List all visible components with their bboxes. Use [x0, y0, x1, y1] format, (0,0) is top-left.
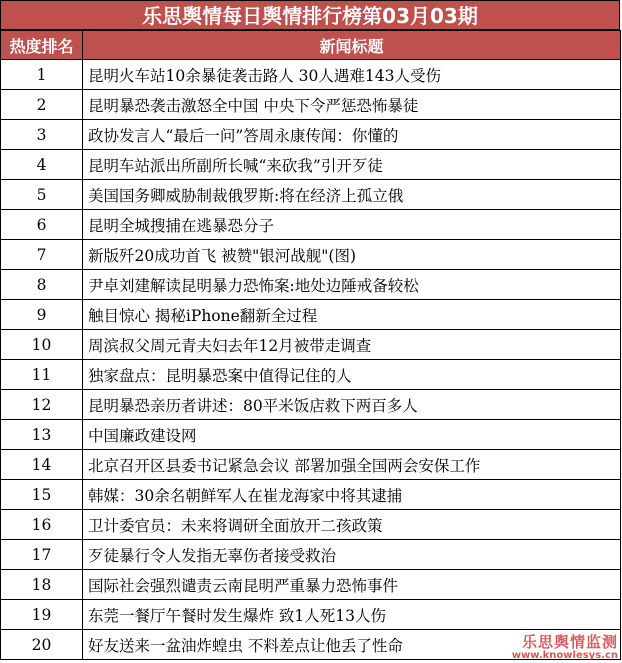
rank-cell: 16 [1, 510, 83, 540]
news-title-cell: 尹卓刘建解读昆明暴力恐怖案:地处边陲戒备较松 [83, 270, 621, 300]
rank-cell: 3 [1, 120, 83, 150]
rank-cell: 4 [1, 150, 83, 180]
table-row [1, 450, 621, 480]
ranking-table [0, 30, 621, 660]
news-title-cell: 触目惊心 揭秘iPhone翻新全过程 [83, 300, 621, 330]
news-title-cell: 周滨叔父周元青夫妇去年12月被带走调查 [83, 330, 621, 360]
rank-cell: 2 [1, 90, 83, 120]
rank-cell: 11 [1, 360, 83, 390]
news-title-cell: 国际社会强烈谴责云南昆明严重暴力恐怖事件 [83, 570, 621, 600]
rank-cell: 15 [1, 480, 83, 510]
table-row [1, 390, 621, 420]
news-title-cell: 韩媒：30余名朝鲜军人在崔龙海家中将其逮捕 [83, 480, 621, 510]
table-row [1, 270, 621, 300]
rank-cell: 6 [1, 210, 83, 240]
watermark-text: 乐思舆情监测 [521, 633, 618, 651]
news-title-cell: 新版歼20成功首飞 被赞"银河战舰"(图) [83, 240, 621, 270]
table-header-row [1, 31, 621, 60]
news-title-cell: 中国廉政建设网 [83, 420, 621, 450]
table-row [1, 210, 621, 240]
news-title-cell: 卫计委官员：未来将调研全面放开二孩政策 [83, 510, 621, 540]
table-row [1, 540, 621, 570]
table-row [1, 570, 621, 600]
rank-cell: 13 [1, 420, 83, 450]
rank-cell: 1 [1, 60, 83, 90]
rank-cell: 9 [1, 300, 83, 330]
rank-cell: 18 [1, 570, 83, 600]
rank-cell: 8 [1, 270, 83, 300]
table-row [1, 90, 621, 120]
news-title-cell: 歹徒暴行令人发指无辜伤者接受救治 [83, 540, 621, 570]
table-row [1, 150, 621, 180]
news-title-cell: 东莞一餐厅午餐时发生爆炸 致1人死13人伤 [83, 600, 621, 630]
table-row [1, 600, 621, 630]
rank-cell: 5 [1, 180, 83, 210]
news-title-cell: 独家盘点：昆明暴恐案中值得记住的人 [83, 360, 621, 390]
news-title-cell: 昆明火车站10余暴徒袭击路人 30人遇难143人受伤 [83, 60, 621, 90]
news-title-cell: 北京召开区县委书记紧急会议 部署加强全国两会安保工作 [83, 450, 621, 480]
table-row [1, 420, 621, 450]
rank-column-header: 热度排名 [1, 31, 83, 60]
table-row [1, 120, 621, 150]
news-title-cell: 昆明全城搜捕在逃暴恐分子 [83, 210, 621, 240]
table-row [1, 180, 621, 210]
page-title: 乐思舆情每日舆情排行榜第03月03期 [0, 0, 620, 30]
rank-cell: 19 [1, 600, 83, 630]
news-title-cell: 政协发言人“最后一问”答周永康传闻：你懂的 [83, 120, 621, 150]
rank-cell: 12 [1, 390, 83, 420]
rank-cell: 7 [1, 240, 83, 270]
table-row [1, 360, 621, 390]
news-title-cell: 昆明暴恐亲历者讲述：80平米饭店救下两百多人 [83, 390, 621, 420]
news-title-cell: 昆明暴恐袭击激怒全中国 中央下令严惩恐怖暴徒 [83, 90, 621, 120]
table-row [1, 330, 621, 360]
rank-cell: 20 [1, 630, 83, 660]
rank-cell: 17 [1, 540, 83, 570]
news-column-header: 新闻标题 [83, 31, 621, 60]
table-row [1, 240, 621, 270]
watermark-logo [512, 635, 618, 661]
news-title-cell: 昆明车站派出所副所长喊“来砍我”引开歹徒 [83, 150, 621, 180]
table-row [1, 480, 621, 510]
news-title-cell: 好友送来一盆油炸蝗虫 不料差点让他丢了性命 [83, 630, 621, 660]
rank-cell: 10 [1, 330, 83, 360]
rank-cell: 14 [1, 450, 83, 480]
watermark-url: www.knowlesys.cn [511, 650, 618, 661]
news-title-cell: 美国国务卿威胁制裁俄罗斯:将在经济上孤立俄 [83, 180, 621, 210]
table-row [1, 510, 621, 540]
table-row [1, 300, 621, 330]
table-row [1, 60, 621, 90]
